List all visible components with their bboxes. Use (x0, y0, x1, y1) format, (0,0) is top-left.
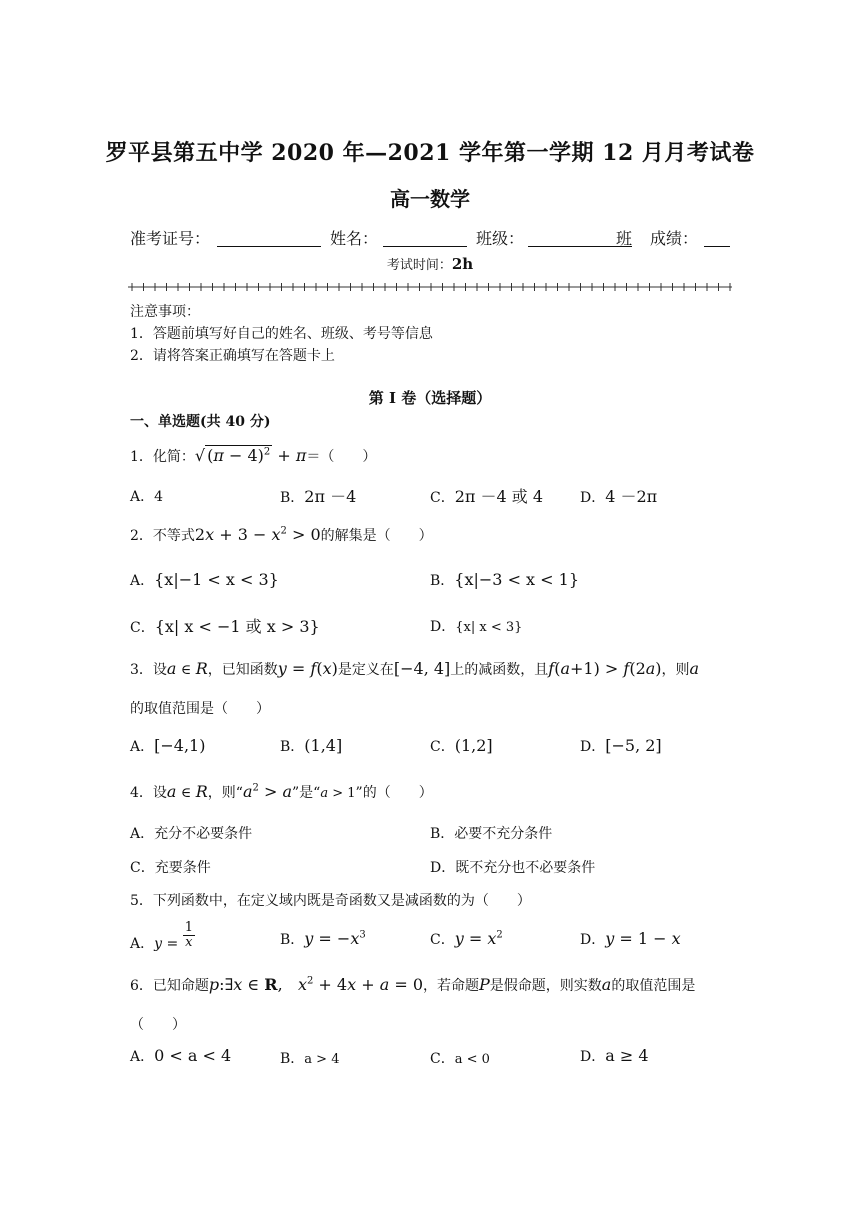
q4-option-a[interactable]: A．充分不必要条件 (130, 826, 253, 842)
cut-line-separator (128, 282, 732, 292)
q4-option-c[interactable]: C．充要条件 (130, 860, 211, 876)
question-3: 3．设a ∈ R，已知函数y = f(x)是定义在[−4, 4]上的减函数，且f(a+1) > f(2a)，则a (130, 659, 700, 678)
q3-option-b[interactable]: B．(1,4] (280, 736, 343, 755)
exam-time-value: 2h (451, 255, 474, 273)
section-title: 第 I 卷（选择题） (368, 389, 492, 407)
q3-option-d[interactable]: D．[−5, 2] (580, 736, 662, 755)
question-1-formula: √ $(\pi - 4)^2 + \pi$ (194, 446, 307, 465)
exam-subject: 高一数学 (390, 187, 470, 211)
question-1-tail: ＝（ ） (306, 449, 377, 465)
q2-option-a[interactable]: A．{x|−1 < x < 3} (130, 570, 279, 589)
notice-item-1: 1．答题前填写好自己的姓名、班级、考号等信息 (130, 326, 433, 342)
q5-option-d[interactable]: D．y = 1 − x (580, 929, 681, 948)
question-5: 5．下列函数中，在定义域内既是奇函数又是减函数的为（ ） (130, 893, 531, 909)
score-label: 成绩： (650, 229, 699, 248)
question-2 (130, 525, 433, 545)
question-1 (130, 446, 376, 466)
question-3-line-2: 的取值范围是（ ） (130, 701, 270, 717)
notice-item-2: 2．请将答案正确填写在答题卡上 (130, 348, 335, 364)
class-suffix: 班 (615, 229, 632, 248)
question-2-formula: $2x + 3 - x^2 > 0$ (194, 525, 321, 544)
score-blank[interactable] (704, 228, 730, 247)
name-label: 姓名： (330, 229, 379, 248)
question-1-text: 1．化简： (130, 449, 195, 465)
q4-option-d[interactable]: D．既不充分也不必要条件 (430, 860, 596, 876)
class-label: 班级： (476, 229, 525, 248)
question-6-line-2: （ ） (130, 1017, 186, 1033)
exam-number-blank[interactable] (217, 228, 321, 247)
q2-option-c[interactable]: C．{x| x < −1 或 x > 3} (130, 617, 320, 636)
q6-option-b[interactable]: B．a > 4 (280, 1051, 340, 1067)
q6-option-a[interactable]: A．0 < a < 4 (130, 1046, 232, 1065)
exam-title: 罗平县第五中学 2020 年—2021 学年第一学期 12 月月考试卷 (105, 140, 755, 166)
class-blank[interactable] (528, 228, 632, 247)
question-2-tail: 的解集是（ ） (320, 528, 433, 544)
q1-option-d[interactable]: D．4 －2π (580, 487, 658, 506)
q4-option-b[interactable]: B．必要不充分条件 (430, 826, 553, 842)
exam-time-label: 考试时间： (386, 258, 452, 273)
q3-option-c[interactable]: C．(1,2] (430, 736, 493, 755)
part-title: 一、单选题(共 40 分) (130, 414, 271, 430)
notice-heading: 注意事项： (130, 304, 200, 320)
exam-number-label: 准考证号： (130, 229, 211, 248)
question-4: 4．设a ∈ R，则“$a^2 > a$”是“a > 1”的（ ） (130, 782, 433, 801)
question-6: 6．已知命题p:∃x ∈ R, $x^2 + 4x + a = 0$，若命题P是假命题，则实数a的取值范围是 (130, 975, 696, 994)
q1-option-a[interactable]: A．4 (130, 489, 164, 505)
q6-option-d[interactable]: D．a ≥ 4 (580, 1046, 649, 1065)
question-2-text: 2．不等式 (130, 528, 195, 544)
q2-option-d[interactable]: D．{x| x < 3} (430, 619, 523, 635)
q5-option-a[interactable]: A．y = $\frac{1}{x}$ (130, 920, 193, 952)
q5-option-b[interactable]: B．$y = -x^3$ (280, 929, 366, 948)
q2-option-b[interactable]: B．{x|−3 < x < 1} (430, 570, 580, 589)
q5-option-c[interactable]: C．$y = x^2$ (430, 929, 503, 948)
name-blank[interactable] (383, 228, 467, 247)
q6-option-c[interactable]: C．a < 0 (430, 1051, 490, 1067)
q1-option-b[interactable]: B．2π －4 (280, 487, 357, 506)
exam-time (0, 254, 860, 273)
q1-option-c[interactable]: C．2π －4 或 4 (430, 487, 544, 506)
q3-option-a[interactable]: A．[−4,1) (130, 736, 206, 755)
